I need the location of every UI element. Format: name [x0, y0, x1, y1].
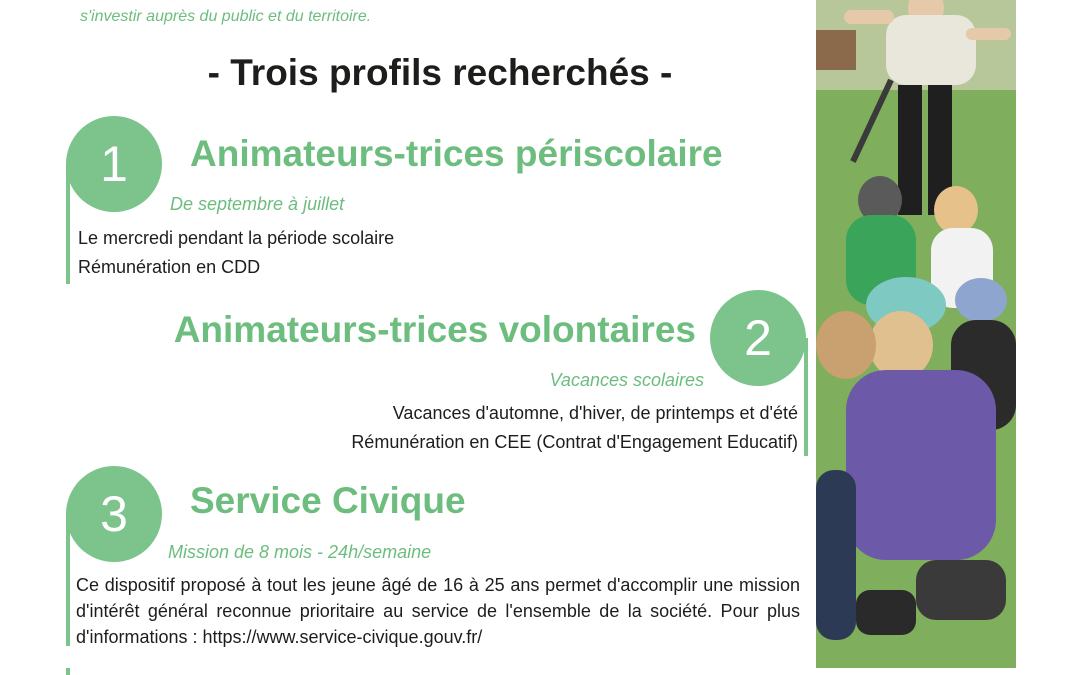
next-accent-line — [66, 668, 70, 675]
intro-text: s'investir auprès du public et du territoire. — [80, 8, 372, 25]
profile-number-badge: 1 — [66, 116, 162, 212]
profile-title: Service Civique — [190, 480, 466, 521]
profile-number-badge: 2 — [710, 290, 806, 386]
section-heading: - Trois profils recherchés - — [207, 52, 673, 93]
profile-detail: Rémunération en CEE (Contrat d'Engagement Educatif) — [351, 432, 798, 452]
profile-detail: Le mercredi pendant la période scolaire — [78, 228, 395, 248]
profile-description: Ce dispositif proposé à tout les jeune âgé de 16 à 25 ans permet d'accomplir une mission d'intérêt général reconnue prioritaire au service de l'ensemble de la société. Pour plus d'informations : https://www.service-civique.gouv.fr/ — [76, 575, 800, 647]
photo-illustration — [816, 0, 1016, 668]
profile-accent-line — [66, 514, 70, 646]
profile-subtitle: Vacances scolaires — [549, 370, 704, 390]
profile-subtitle: De septembre à juillet — [170, 194, 345, 214]
profile-accent-line — [804, 338, 808, 456]
profile-title: Animateurs-trices périscolaire — [190, 133, 723, 174]
profile-title: Animateurs-trices volontaires — [173, 309, 696, 350]
photo-children-outdoor-activity — [816, 0, 1016, 668]
profile-subtitle: Mission de 8 mois - 24h/semaine — [168, 542, 432, 562]
profile-detail: Rémunération en CDD — [78, 257, 261, 277]
profile-number-badge: 3 — [66, 466, 162, 562]
profile-accent-line — [66, 164, 70, 284]
profile-detail: Vacances d'automne, d'hiver, de printemps et d'été — [392, 403, 798, 423]
